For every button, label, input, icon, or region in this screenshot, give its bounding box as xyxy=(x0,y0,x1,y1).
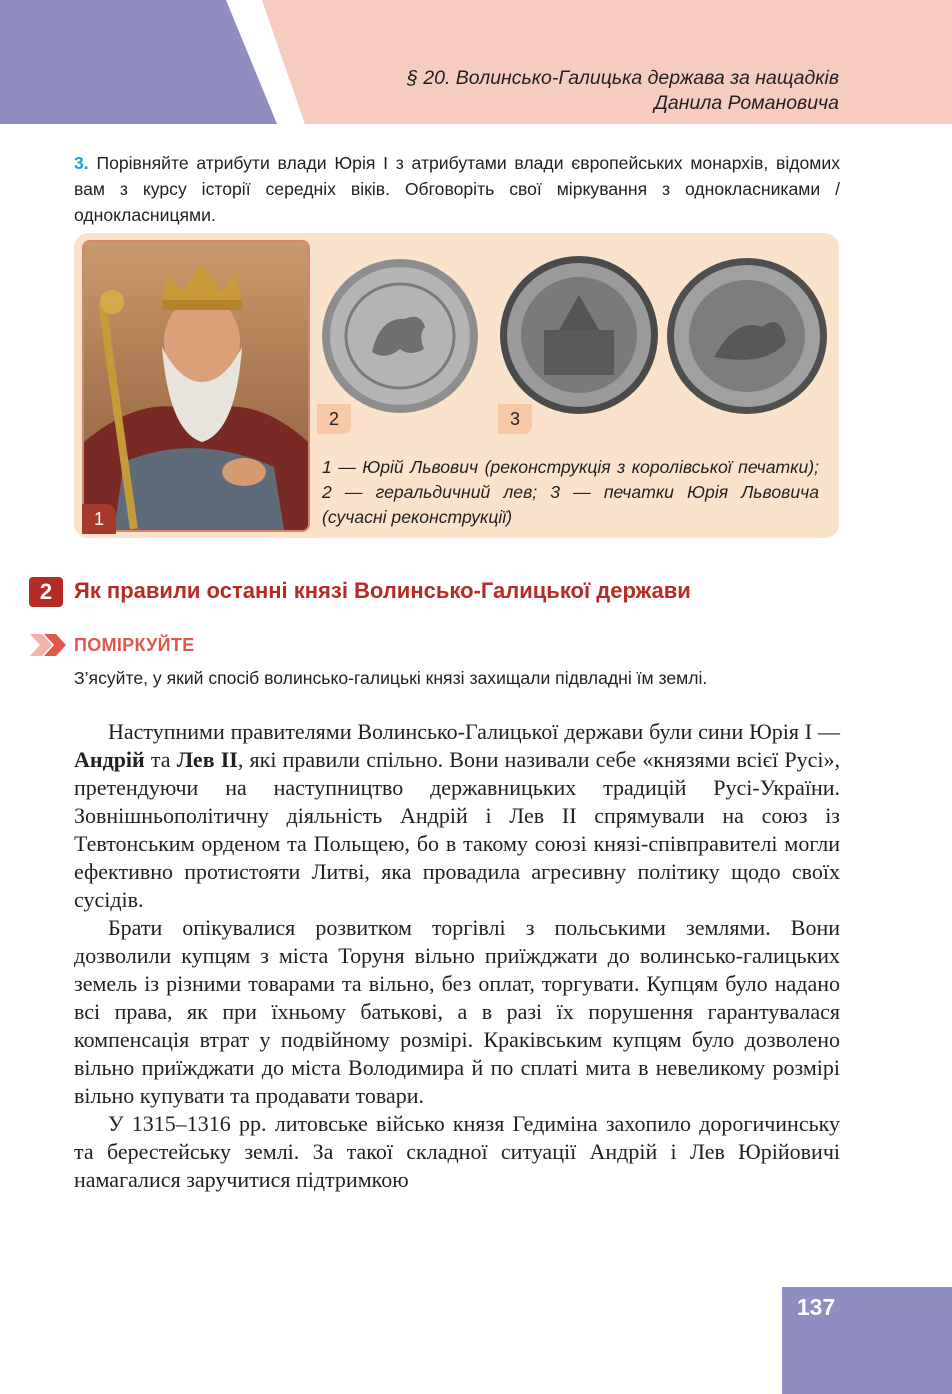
paragraph-1 xyxy=(74,718,840,914)
chevron-arrows-icon xyxy=(30,634,68,656)
running-header xyxy=(407,66,839,116)
p1-text-c: , які правили спільно. Вони називали себе «князями всієї Русі», претендуючи на наступництво державницьких традицій Русі-України. Зовнішньополітичну діяльність Андрій і Лев II спрямували на союз із Тевтонським орденом та Польщею, бо в такому союзі князі-співправителі могли ефективно протистояти Литві, яка провадила агресивну політику щодо своїх сусідів. xyxy=(74,747,840,912)
figure-caption: 1 — Юрій Львович (реконструкція з королівської печатки); 2 — геральдичний лев; 3 — печатки Юрія Львовича (сучасні реконструкції) xyxy=(322,457,819,527)
task-text: Порівняйте атрибути влади Юрія I з атрибутами влади європейських монархів, відомих вам з курсу історії середніх віків. Обговоріть свої міркування з однокласниками / однокласницями. xyxy=(74,153,840,225)
p1-text-b: та xyxy=(144,747,177,772)
portrait-image xyxy=(82,240,310,532)
figure-label-3: 3 xyxy=(498,404,532,434)
think-text: З’ясуйте, у який спосіб волинсько-галицькі князі захищали підвладні їм землі. xyxy=(74,668,708,688)
running-header-line1: § 20. Волинсько-Галицька держава за нащадків xyxy=(407,67,839,89)
body-text xyxy=(74,718,840,1194)
p1-text-a: Наступними правителями Волинсько-Галицької держави були сини Юрія I — xyxy=(108,719,840,744)
p1-bold-andriy: Андрій xyxy=(74,747,145,772)
seal-2-image xyxy=(666,257,828,415)
task-number: 3. xyxy=(74,153,89,173)
running-header-line2: Данила Романовича xyxy=(654,92,839,114)
think-label: ПОМІРКУЙТЕ xyxy=(74,635,195,655)
paragraph-3: У 1315–1316 рр. литовське військо князя Гедиміна захопило дорогичинську та берестейську землі. За такої складної ситуації Андрій і Лев Юрійовичі намагалися заручитися підтримкою xyxy=(74,1111,840,1192)
p1-bold-lev: Лев II xyxy=(176,747,238,772)
page-number: 137 xyxy=(796,1294,836,1320)
section-number-badge: 2 xyxy=(29,577,63,607)
paragraph-2: Брати опікувалися розвитком торгівлі з польськими землями. Вони дозволили купцям з міста Торуня вільно приїжджати до волинсько-галицьких земель із різними товарами та вільно, без оплат, торгувати. Купцям було надано всі права, як при їхньому батькові, а в разі їх порушення гарантувалася компенсація втрат у подвійному розмірі. Краківським купцям було дозволено вільно приїжджати до міста Володимира й по сплаті мита в невеликому розмірі вільно купувати та продавати товари. xyxy=(74,915,840,1108)
figure-label-2: 2 xyxy=(317,404,351,434)
figure-label-1: 1 xyxy=(82,504,116,534)
section-title: Як правили останні князі Волинсько-Галицької держави xyxy=(74,578,691,603)
task-block xyxy=(74,150,840,228)
seal-1-image xyxy=(499,255,659,415)
heraldic-lion-coin-image xyxy=(320,257,480,415)
